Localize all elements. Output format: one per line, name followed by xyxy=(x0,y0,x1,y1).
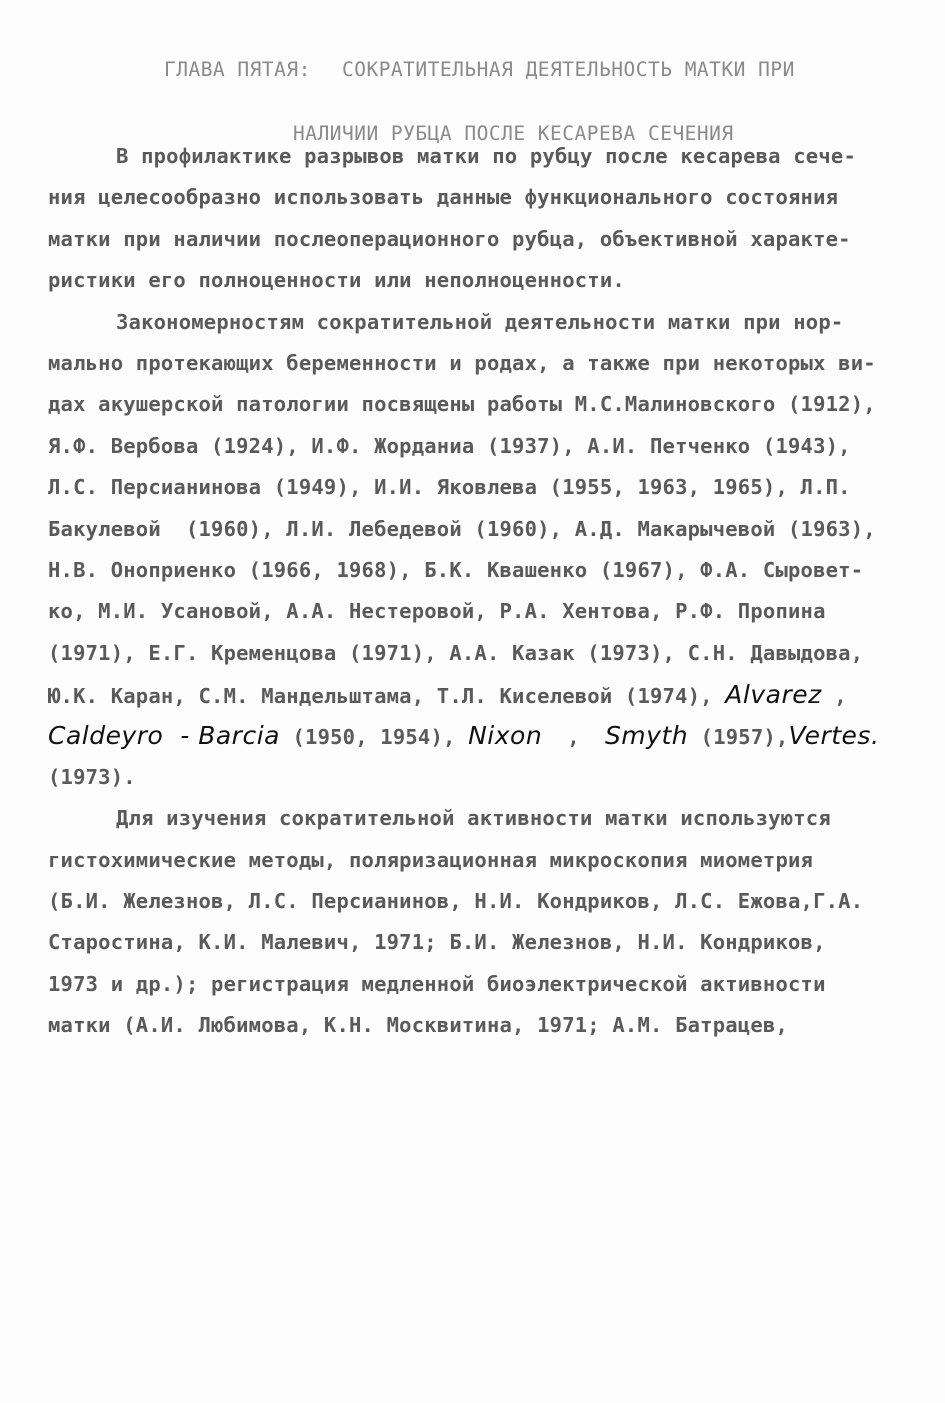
paragraph-2-line: ко, М.И. Усановой, А.А. Нестеровой, Р.А. Хентова, Р.Ф. Пропина xyxy=(48,599,826,624)
paragraph-2-last-line: (1973). xyxy=(48,764,136,789)
chapter-title-line-2: НАЛИЧИИ РУБЦА ПОСЛЕ КЕСАРЕВА СЕЧЕНИЯ xyxy=(293,122,734,145)
paragraph-2-line-text: Ю.К. Каран, С.М. Мандельштама, Т.Л. Киселевой (1974), xyxy=(48,684,713,709)
paragraph-3-line: матки (А.И. Любимова, К.Н. Москвитина, 1971; А.М. Батрацев, xyxy=(48,1013,788,1038)
handwritten-author-nixon: Nixon xyxy=(468,721,543,751)
years-caldeyro: (1950, 1954), xyxy=(279,725,456,750)
paragraph-3-line: Старостина, К.И. Малевич, 1971; Б.И. Железнов, Н.И. Кондриков, xyxy=(48,930,826,955)
body-text xyxy=(48,136,898,1047)
paragraph-2-line: Закономерностям сократительной деятельности матки при нор- xyxy=(116,309,844,334)
paragraph-2-line: Н.В. Оноприенко (1966, 1968), Б.К. Квашенко (1967), Ф.А. Сыровет- xyxy=(48,557,864,582)
paragraph-3-line: 1973 и др.); регистрация медленной биоэлектрической активности xyxy=(48,971,826,996)
chapter-title-line-1: СОКРАТИТЕЛЬНАЯ ДЕЯТЕЛЬНОСТЬ МАТКИ ПРИ xyxy=(341,58,795,81)
paragraph-1-line: В профилактике разрывов матки по рубцу после кесарева сече- xyxy=(116,144,856,168)
handwritten-author-smyth: Smyth xyxy=(604,721,689,751)
separator-comma: , xyxy=(542,725,580,750)
paragraph-1-line: ния целесообразно использовать данные функционального состояния xyxy=(48,185,839,210)
handwritten-author-caldeyro-barcia: Caldeyro - Barcia xyxy=(48,721,280,751)
years-smyth: (1957), xyxy=(688,725,789,750)
paragraph-2-line: (1971), Е.Г. Кременцова (1971), А.А. Казак (1973), С.Н. Давыдова, xyxy=(48,640,864,665)
paragraph-2-line-with-handwriting xyxy=(48,674,898,715)
paragraph-1-line: ристики его полноценности или неполноценности. xyxy=(48,268,625,293)
paragraph-3-line: (Б.И. Железнов, Л.С. Персианинов, Н.И. Кондриков, Л.С. Ежова,Г.А. xyxy=(48,889,864,914)
paragraph-2-handwritten-line xyxy=(48,715,898,756)
paragraph-2-line: Я.Ф. Вербова (1924), И.Ф. Жорданиа (1937), А.И. Петченко (1943), xyxy=(48,433,851,458)
paragraph-3-line: гистохимические методы, поляризационная микроскопия миометрия xyxy=(48,847,814,872)
handwritten-author-alvarez: Alvarez xyxy=(725,680,822,710)
paragraph-2-line: дах акушерской патологии посвящены работы М.С.Малиновского (1912), xyxy=(48,392,876,417)
paragraph-3-line: Для изучения сократительной активности матки используются xyxy=(116,806,831,831)
chapter-number: ГЛАВА ПЯТАЯ: xyxy=(163,58,311,81)
handwritten-author-vertes: Vertes. xyxy=(788,721,880,751)
paragraph-2-line: Бакулевой (1960), Л.И. Лебедевой (1960), А.Д. Макарычевой (1963), xyxy=(48,516,876,541)
paragraph-2-line: мально протекающих беременности и родах, а также при некоторых ви- xyxy=(48,350,876,375)
separator-comma: , xyxy=(821,684,847,709)
paragraph-2-line: Л.С. Персианинова (1949), И.И. Яковлева (1955, 1963, 1965), Л.П. xyxy=(48,475,851,500)
paragraph-1-line: матки при наличии послеоперационного рубца, объективной характе- xyxy=(48,226,851,251)
